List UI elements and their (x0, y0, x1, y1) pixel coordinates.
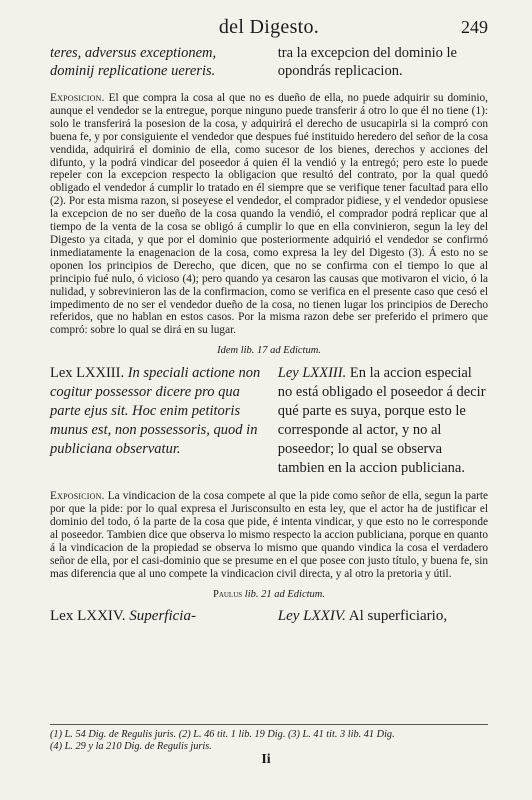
ley-spanish (278, 364, 488, 478)
lex-number-2: Lex LXXIV. (50, 607, 126, 624)
ley-spanish-2 (278, 608, 488, 625)
ley-spanish-text-2: Al superficiario, (348, 607, 448, 624)
lex-number: Lex LXXIII. (50, 365, 125, 382)
ley-spanish-text: En la accion especial no está obligado el poseedor á decir qué parte es suya, porque esto le corresponde al actor, y no al poseedor; lo qual se observa tambien en la accion publiciana. (277, 365, 486, 477)
citation (50, 345, 488, 356)
citation-author: Idem (217, 345, 239, 357)
lex-section (50, 364, 488, 478)
footnotes (50, 724, 488, 753)
lex-latin-text: In speciali actione non cogitur possessor dicere pro qua parte ejus sit. Hoc enim petitoris munus est, non possessoris, quod in publiciana observatur. (50, 365, 261, 458)
footnote-line-1: (1) L. 54 Dig. de Regulis juris. (2) L. 46 tit. 1 lib. 19 Dig. (3) L. 41 tit. 3 lib. 41 Dig. (50, 729, 395, 740)
exposition-paragraph-2 (50, 490, 488, 580)
ley-number: Ley LXXIII. (277, 365, 347, 382)
citation-text-2: lib. 21 ad Edictum. (244, 588, 325, 600)
spanish-continuation: tra la excepcion del dominio le opondrás replicacion. (277, 45, 457, 79)
ley-number-2: Ley LXXIV. (277, 607, 346, 624)
citation-author-2: Paulus (212, 588, 243, 600)
exposition-lead: Exposicion. (50, 92, 105, 104)
citation-2 (50, 589, 488, 600)
exposition-lead-2: Exposicion. (50, 490, 105, 503)
page-number: 249 (461, 17, 488, 37)
footnote-line-2: (4) L. 29 y la 210 Dig. de Regulis juris. (50, 741, 212, 752)
citation-text: lib. 17 ad Edictum. (240, 345, 321, 357)
running-title: del Digesto. (218, 16, 320, 38)
lex-latin-2 (50, 608, 260, 625)
lex-latin-text-2: Superficia- (129, 607, 196, 624)
lex-latin (50, 364, 260, 478)
running-header (50, 0, 488, 38)
lex-section-2 (50, 608, 488, 625)
exposition-paragraph (50, 92, 488, 337)
signature-mark: Ii (261, 752, 271, 767)
continued-text (50, 44, 488, 80)
exposition-text: El que compra la cosa al que no es dueño de ella, no puede adquirir su dominio, aunque el vendedor se la entregue, porque ninguno puede transferir á otro lo que él no tiene (1): solo le transferirá la posesion de la cosa, y adquirirá el derecho de usucapirla si la compró con buena fe, y por consiguiente el vendedor que despues fué instituido heredero del señor de la cosa vendida, adquirirá el dominio de ella, como sucesor de los bienes, derechos y acciones del difunto, y la podrá vindicar del poseedor á quien él la vendió y la entregó; pero este lo puede repeler con la excepcion respecto la obligacion que resultó del contrato, por la qual quedó obligado el vendedor á cumplir lo tratado en él siempre que se verifique tener facultad para ello (2). Por esta misma razon, si poseyese el vendedor, el comprador pidiese, y el vendedor opusiese la excepcion de no ser dueño de la cosa quando la vendió, el comprador podrá replicar que al tiempo de la venta de la cosa se obligó á cumplir lo que en ella convinieron, segun la ley del Digesto ya citada, y que por el dominio que posteriormente adquirió el vendedor se confirmó inmediatamente la enagenacion de la cosa, como expresa la ley del Digesto (3). Á esto no se oponen los principios de Derecho, que dicen, que no se confirma con el tiempo lo que al principio fué nulo, ó vicioso (4); pero quando ya cesaron las causas que motivaron el vicio, ó la nulidad, y sobrevinieron las de la confirmacion, como se verifica en el presente caso que cesó el impedimento de no ser el vendedor dueño de la cosa, no tienen lugar los principios de Derecho referidos, que no hablan en estos casos. Por la misma razon debe ser preferido el primero que compró: sobre lo qual se dirá en su lugar. (50, 92, 488, 337)
exposition-text-2: La vindicacion de la cosa compete al que la pide como señor de ella, segun la parte por que la pide: por lo qual expresa el Jurisconsulto en esta ley, que el actor ha de justificar el dominio del todo, ó la parte de la cosa que pide, é intenta vindicar, y que esto no le corresponde al poseedor. Tambien dice que observa lo mismo respecto la accion publiciana, porque en quanto á la vindicacion de la propiedad se observa lo mismo que quando vindica la cosa el verdadero señor de ella, por el casi-dominio que se presume en el que posee con justo título, y buena fe, sin mas diferencia que al uno compete la vindicacion civil directa, y al otro la pretoria y útil. (50, 490, 488, 580)
latin-continuation: teres, adversus exceptionem, dominij replicatione uereris. (50, 45, 217, 79)
